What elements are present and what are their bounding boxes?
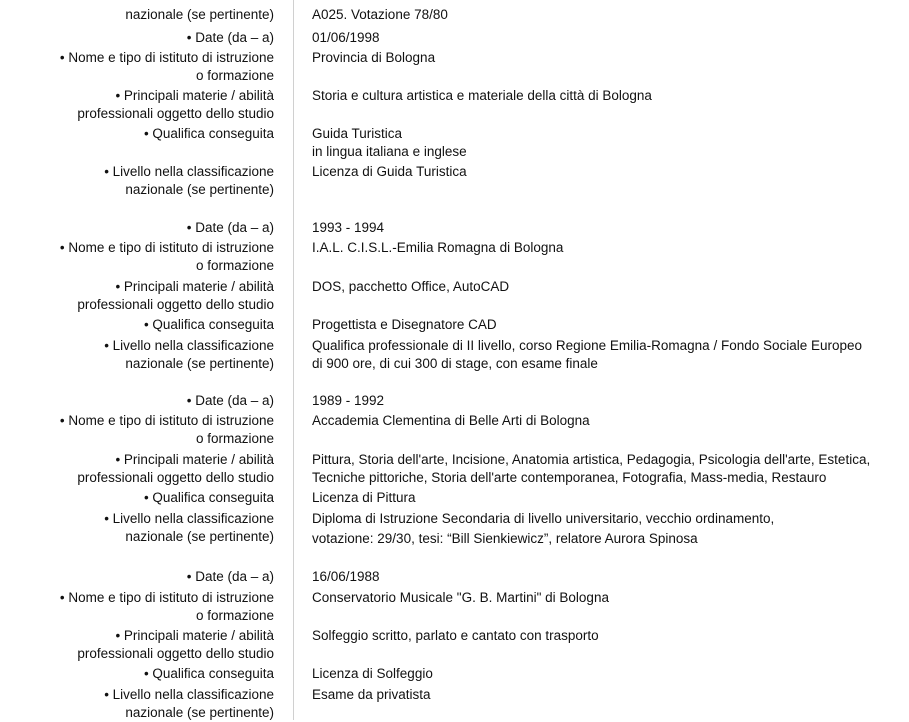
qualification-value-line1: Licenza di Pittura bbox=[312, 490, 416, 505]
date-label: • Date (da – a) bbox=[186, 569, 274, 584]
subjects-label-line2: professionali oggetto dello studio bbox=[77, 646, 274, 661]
level-label: nazionale (se pertinente) bbox=[125, 7, 274, 22]
institute-value: Provincia di Bologna bbox=[312, 50, 436, 65]
subjects-value-line1: Pittura, Storia dell'arte, Incisione, Anatomia artistica, Pedagogia, Psicologia dell'arte, Estetica, bbox=[312, 452, 871, 467]
institute-label-line1: • Nome e tipo di istituto di istruzione bbox=[59, 240, 274, 255]
qualification-label: • Qualifica conseguita bbox=[143, 126, 274, 141]
institute-label-line2: o formazione bbox=[195, 258, 274, 273]
qualification-value-line1: Licenza di Solfeggio bbox=[312, 666, 433, 681]
date-value: 01/06/1998 bbox=[312, 30, 380, 45]
qualification-value-line1: Guida Turistica bbox=[312, 126, 403, 141]
institute-value: Conservatorio Musicale "G. B. Martini" di Bologna bbox=[312, 590, 609, 605]
institute-label-line1: • Nome e tipo di istituto di istruzione bbox=[59, 50, 274, 65]
level-value-line1: Qualifica professionale di II livello, corso Regione Emilia-Romagna / Fondo Sociale Europeo bbox=[312, 338, 863, 353]
subjects-label-line1: • Principali materie / abilità bbox=[115, 452, 274, 467]
level-label-line1: • Livello nella classificazione bbox=[104, 511, 274, 526]
level-label-line2: nazionale (se pertinente) bbox=[125, 529, 274, 544]
institute-value: I.A.L. C.I.S.L.-Emilia Romagna di Bologna bbox=[312, 240, 564, 255]
date-label: • Date (da – a) bbox=[186, 30, 274, 45]
level-value-line2: di 900 ore, di cui 300 di stage, con esame finale bbox=[312, 356, 598, 371]
subjects-label-line2: professionali oggetto dello studio bbox=[77, 470, 274, 485]
level-label-line2: nazionale (se pertinente) bbox=[125, 356, 274, 371]
subjects-value-line2: Tecniche pittoriche, Storia dell'arte contemporanea, Fotografia, Mass-media, Restauro bbox=[312, 470, 827, 485]
date-value: 1989 - 1992 bbox=[312, 393, 385, 408]
institute-label-line2: o formazione bbox=[195, 431, 274, 446]
qualification-value-line2: in lingua italiana e inglese bbox=[312, 144, 467, 159]
subjects-value-line1: DOS, pacchetto Office, AutoCAD bbox=[312, 279, 510, 294]
level-value-line1: Licenza di Guida Turistica bbox=[312, 164, 467, 179]
qualification-label: • Qualifica conseguita bbox=[143, 666, 274, 681]
level-label-line1: • Livello nella classificazione bbox=[104, 164, 274, 179]
level-label-line1: • Livello nella classificazione bbox=[104, 687, 274, 702]
qualification-value-line1: Progettista e Disegnatore CAD bbox=[312, 317, 497, 332]
institute-label-line2: o formazione bbox=[195, 608, 274, 623]
institute-value: Accademia Clementina di Belle Arti di Bologna bbox=[312, 413, 590, 428]
institute-label-line1: • Nome e tipo di istituto di istruzione bbox=[59, 590, 274, 605]
subjects-label-line2: professionali oggetto dello studio bbox=[77, 106, 274, 121]
subjects-label-line1: • Principali materie / abilità bbox=[115, 628, 274, 643]
subjects-value-line1: Storia e cultura artistica e materiale della città di Bologna bbox=[312, 88, 652, 103]
level-value-line1: Diploma di Istruzione Secondaria di livello universitario, vecchio ordinamento, bbox=[312, 511, 775, 526]
date-label: • Date (da – a) bbox=[186, 220, 274, 235]
level-label-line1: • Livello nella classificazione bbox=[104, 338, 274, 353]
subjects-label-line1: • Principali materie / abilità bbox=[115, 88, 274, 103]
institute-label-line2: o formazione bbox=[195, 68, 274, 83]
subjects-value-line1: Solfeggio scritto, parlato e cantato con trasporto bbox=[312, 628, 599, 643]
date-label: • Date (da – a) bbox=[186, 393, 274, 408]
qualification-label: • Qualifica conseguita bbox=[143, 317, 274, 332]
column-divider bbox=[293, 0, 294, 720]
level-label-line2: nazionale (se pertinente) bbox=[125, 705, 274, 720]
subjects-label-line1: • Principali materie / abilità bbox=[115, 279, 274, 294]
qualification-label: • Qualifica conseguita bbox=[143, 490, 274, 505]
level-value: A025. Votazione 78/80 bbox=[312, 7, 448, 22]
institute-label-line1: • Nome e tipo di istituto di istruzione bbox=[59, 413, 274, 428]
level-value-line2: votazione: 29/30, tesi: “Bill Sienkiewicz”, relatore Aurora Spinosa bbox=[312, 531, 698, 546]
level-value-line1: Esame da privatista bbox=[312, 687, 431, 702]
level-label-line2: nazionale (se pertinente) bbox=[125, 182, 274, 197]
subjects-label-line2: professionali oggetto dello studio bbox=[77, 297, 274, 312]
date-value: 16/06/1988 bbox=[312, 569, 380, 584]
date-value: 1993 - 1994 bbox=[312, 220, 385, 235]
